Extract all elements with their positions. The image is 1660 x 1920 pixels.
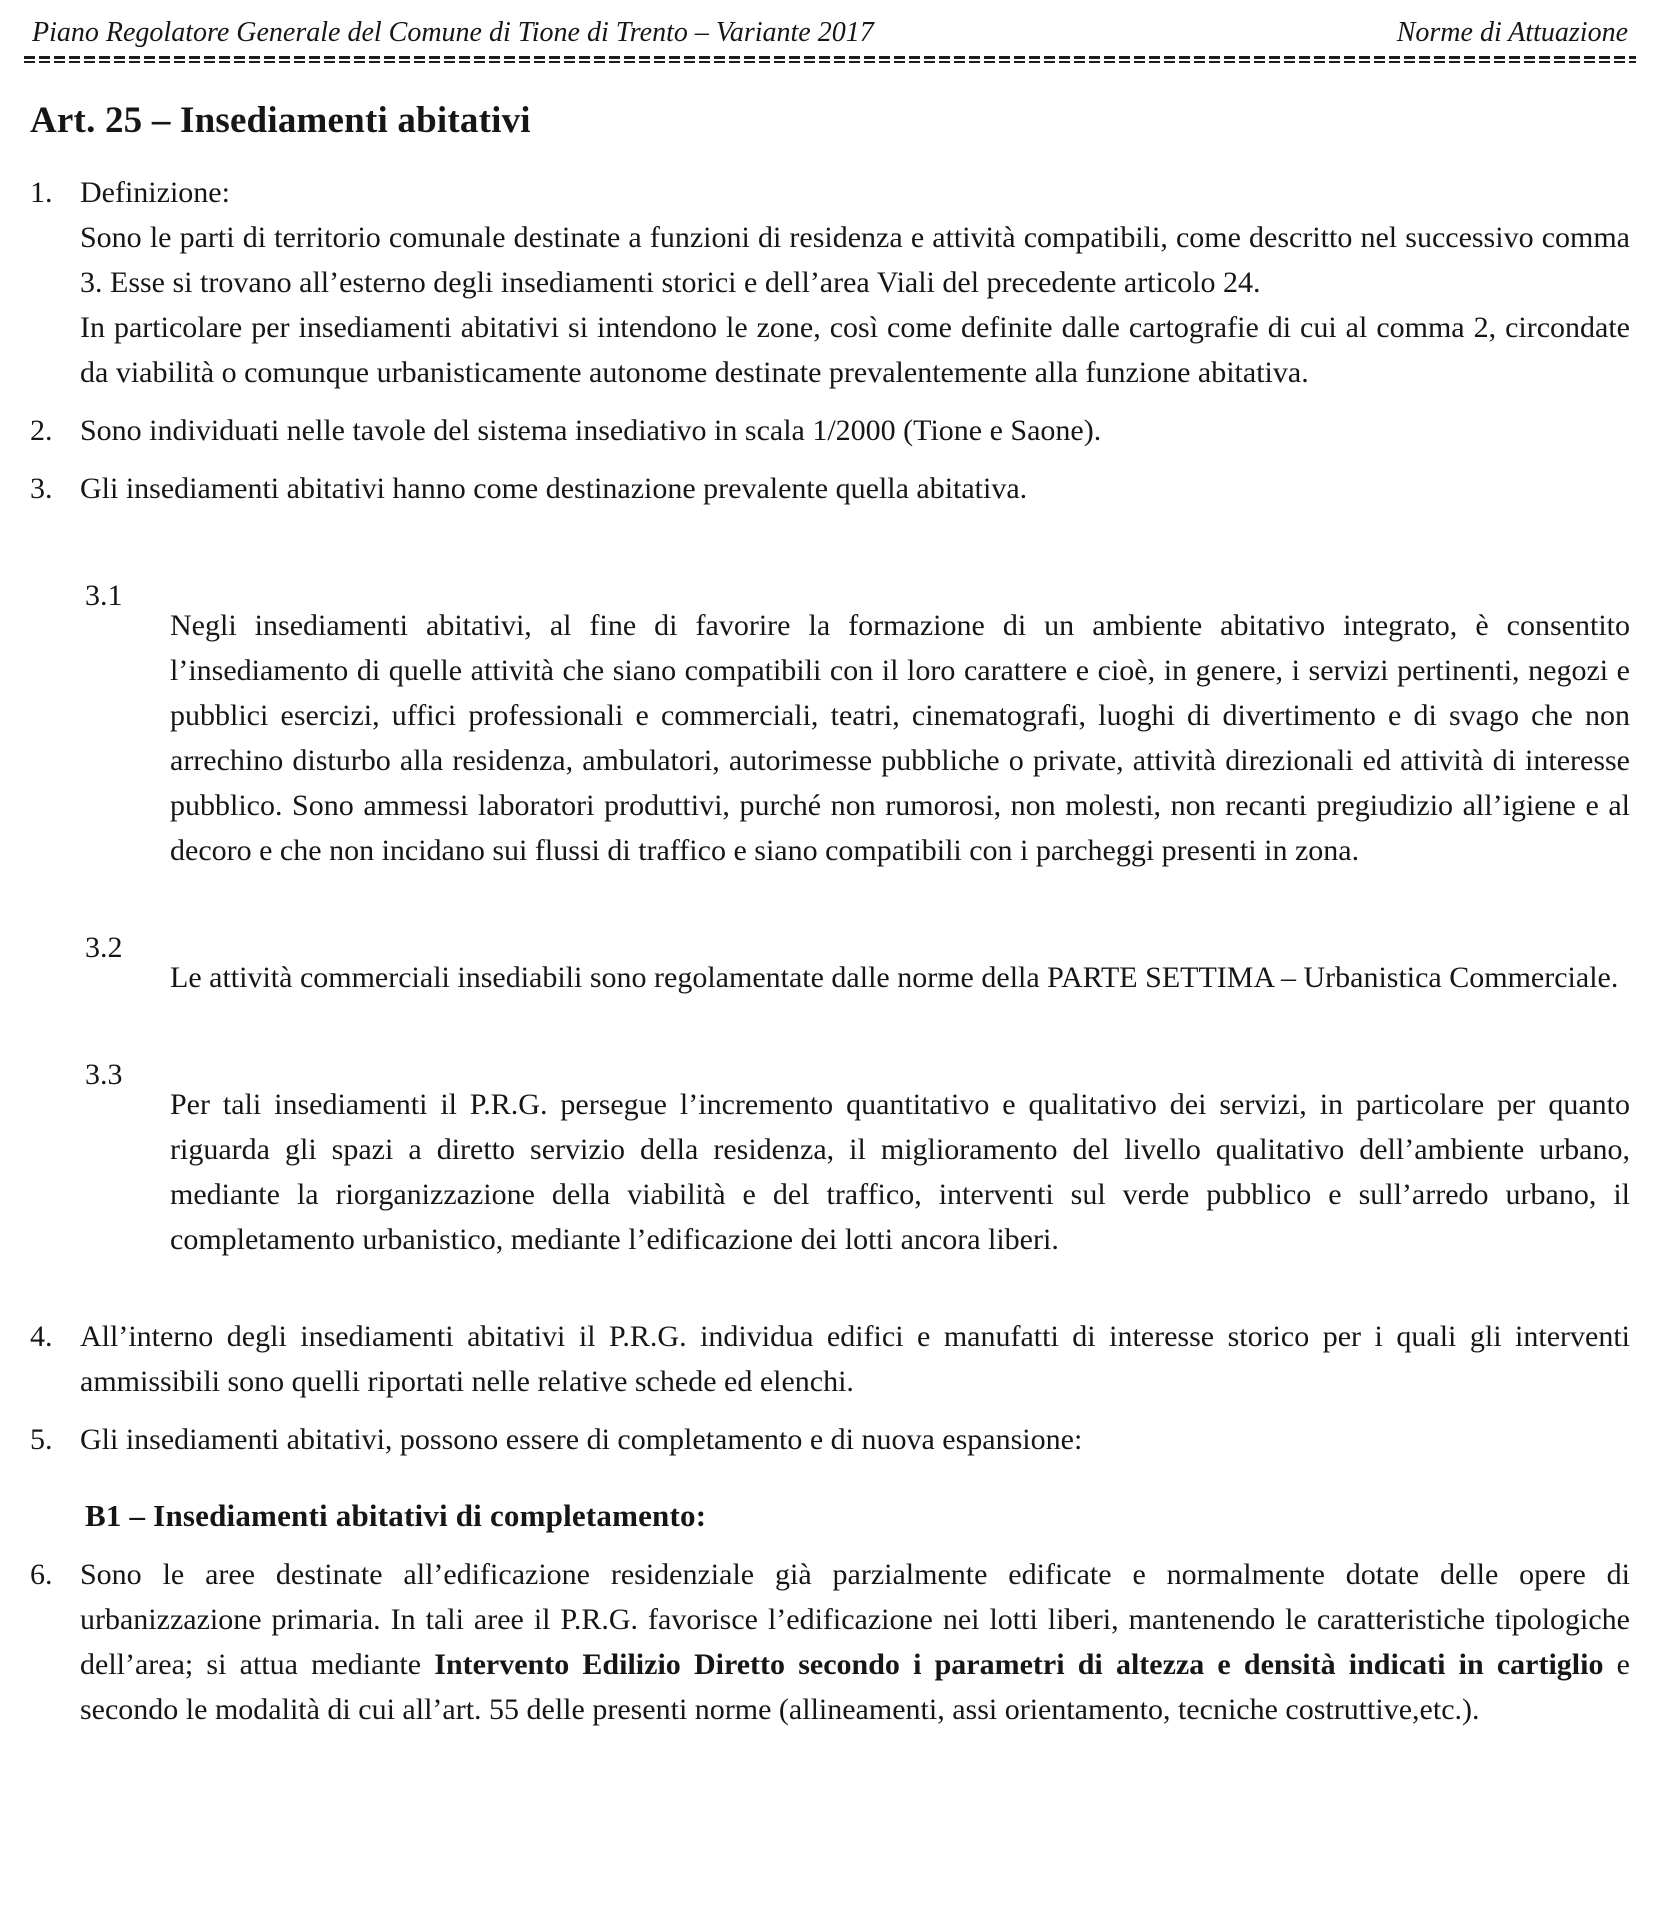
page-header [30, 16, 1630, 54]
item-5-number: 5. [30, 1423, 53, 1456]
item-6-body [80, 1552, 1630, 1732]
header-document-title: Piano Regolatore Generale del Comune di Tione di Trento – Variante 2017 [32, 17, 874, 48]
header-divider-line-bottom [24, 61, 1636, 64]
item-1-paragraph-1: Sono le parti di territorio comunale destinate a funzioni di residenza e attività compatibili, come descritto nel successivo comma 3. Esse si trovano all’esterno degli insediamenti storici e dell’area Viali del precedente articolo 24. [80, 221, 1630, 299]
item-4-paragraph: All’interno degli insediamenti abitativi il P.R.G. individua edifici e manufatti di interesse storico per i quali gli interventi ammissibili sono quelli riportati nelle relative schede ed elenchi. [80, 1320, 1630, 1398]
item-6-text-segment-bold: Intervento Edilizio Diretto secondo i parametri di altezza e densità indicati in cartiglio [434, 1648, 1604, 1681]
list-item-3 [30, 466, 1630, 511]
item-3-body [80, 466, 1630, 511]
item-4-body [80, 1314, 1630, 1404]
subitem-3-3-paragraph: Per tali insediamenti il P.R.G. persegue l’incremento quantitativo e qualitativo dei servizi, in particolare per quanto riguarda gli spazi a diretto servizio della residenza, il miglioramento del livello qualitativo dell’ambiente urbano, mediante la riorganizzazione della viabilità e del traffico, interventi sul verde pubblico e sull’arredo urbano, il completamento urbanistico, mediante l’edificazione dei lotti ancora liberi. [170, 1088, 1630, 1256]
subitem-3-2-number: 3.2 [85, 931, 123, 964]
header-divider-line-top [24, 56, 1636, 59]
item-2-number: 2. [30, 414, 53, 447]
item-6-paragraph [80, 1552, 1630, 1732]
subitem-3-2-body [170, 925, 1630, 1030]
item-6-text-segment-3: e secondo le modalità di cui all’art. 55 delle presenti norme (allineamenti, assi orientamento, tecniche costruttive,etc.). [80, 1648, 1630, 1726]
item-1-paragraph-2: In particolare per insediamenti abitativi si intendono le zone, così come definite dalle cartografie di cui al comma 2, circondate da viabilità o comunque urbanisticamente autonome destinate prevalentemente alla funzione abitativa. [80, 311, 1630, 389]
list-subitem-3-1 [85, 573, 1630, 903]
item-3-paragraph: Gli insediamenti abitativi hanno come destinazione prevalente quella abitativa. [80, 472, 1028, 505]
list-item-1 [30, 170, 1630, 395]
subitem-3-3-body [170, 1052, 1630, 1292]
item-1-body [80, 170, 1630, 395]
subitem-3-1-paragraph: Negli insediamenti abitativi, al fine di favorire la formazione di un ambiente abitativo integrato, è consentito l’insediamento di quelle attività che siano compatibili con il loro carattere e cioè, in genere, i servizi pertinenti, negozi e pubblici esercizi, uffici professionali e commerciali, teatri, cinematografi, luoghi di divertimento e di svago che non arrechino disturbo alla residenza, ambulatori, autorimesse pubbliche o private, attività direzionali ed attività di interesse pubblico. Sono ammessi laboratori produttivi, purché non rumorosi, non molesti, non recanti pregiudizio all’igiene e al decoro e che non incidano sui flussi di traffico e siano compatibili con i parcheggi presenti in zona. [170, 609, 1630, 867]
subitem-3-3-number: 3.3 [85, 1058, 123, 1091]
item-1-number: 1. [30, 176, 53, 209]
list-item-6 [30, 1552, 1630, 1732]
subitem-3-2-paragraph: Le attività commerciali insediabili sono regolamentate dalle norme della PARTE SETTIMA – Urbanistica Commerciale. [170, 961, 1619, 994]
item-3-number: 3. [30, 472, 53, 505]
b1-section-heading: B1 – Insediamenti abitativi di completamento: [85, 1498, 707, 1533]
header-section-title: Norme di Attuazione [1396, 17, 1628, 48]
list-subitem-3-2 [85, 925, 1630, 1030]
article-title: Art. 25 – Insediamenti abitativi [30, 100, 531, 141]
item-2-paragraph: Sono individuati nelle tavole del sistema insediativo in scala 1/2000 (Tione e Saone). [80, 414, 1102, 447]
list-item-4 [30, 1314, 1630, 1404]
list-item-2 [30, 408, 1630, 453]
item-1-label: Definizione: [80, 176, 230, 209]
item-5-paragraph: Gli insediamenti abitativi, possono essere di completamento e di nuova espansione: [80, 1423, 1083, 1456]
list-item-5 [30, 1417, 1630, 1462]
item-4-number: 4. [30, 1320, 53, 1353]
list-subitem-3-3 [85, 1052, 1630, 1292]
header-divider [24, 56, 1636, 63]
subitem-3-1-body [170, 573, 1630, 903]
item-6-number: 6. [30, 1558, 53, 1591]
item-2-body [80, 408, 1630, 453]
subitem-3-1-number: 3.1 [85, 579, 123, 612]
item-6-text-segment-1: Sono le aree destinate all’edificazione residenziale già parzialmente edificate e normalmente dotate delle opere di urbanizzazione primaria. In tali aree il P.R.G. favorisce l’edificazione nei lotti liberi, mantenendo le caratteristiche tipologiche dell’area; si attua mediante [80, 1558, 1630, 1681]
item-5-body [80, 1417, 1630, 1462]
